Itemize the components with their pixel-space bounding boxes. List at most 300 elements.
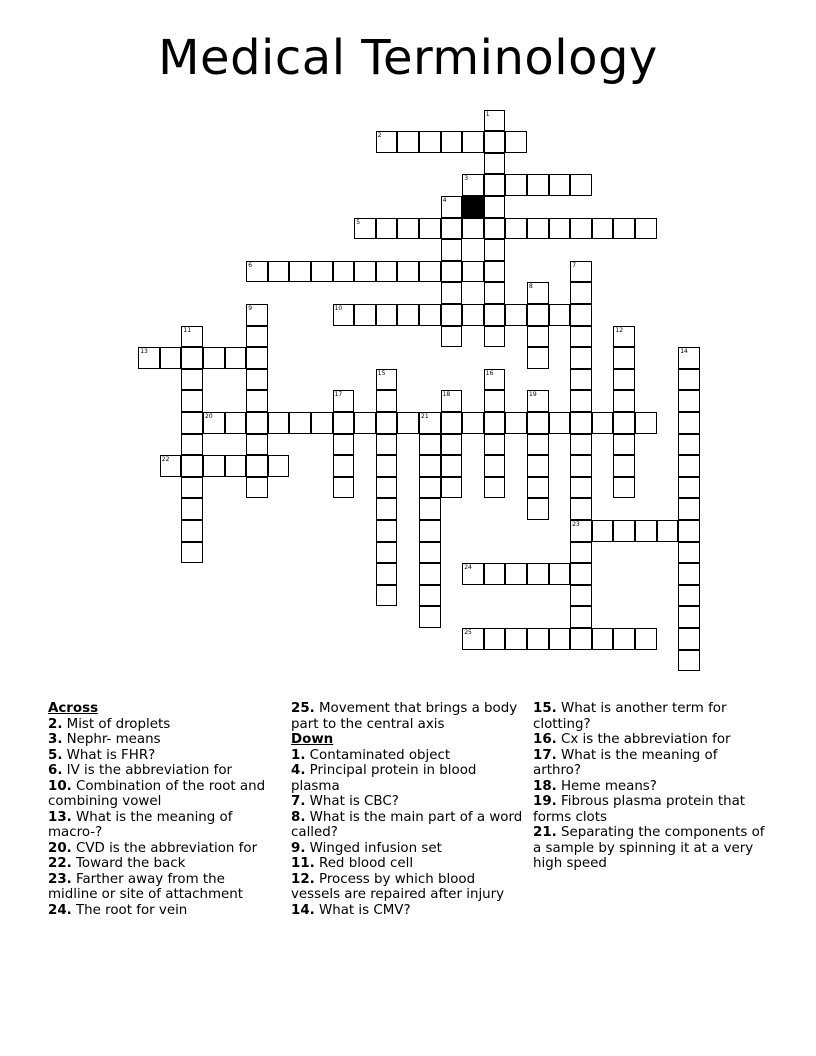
grid-cell[interactable] [570,628,592,650]
grid-cell[interactable] [203,412,225,434]
grid-cell[interactable] [333,304,355,326]
grid-cell[interactable] [397,131,419,153]
grid-cell[interactable] [678,520,700,542]
clue-text: Nephr- means [62,732,161,747]
grid-cell[interactable] [246,390,268,412]
grid-cell[interactable] [678,412,700,434]
grid-cell[interactable] [570,542,592,564]
clue-number: 24 [464,564,472,572]
grid-cell[interactable] [505,304,527,326]
grid-cell[interactable] [419,606,441,628]
clue-number-label: 23. [48,871,72,887]
grid-cell[interactable] [333,261,355,283]
grid-cell[interactable] [419,477,441,499]
grid-cell[interactable] [376,563,398,585]
grid-cell[interactable] [462,304,484,326]
grid-cell[interactable] [268,455,290,477]
clue-item [48,763,274,779]
clue-number: 23 [572,521,580,528]
clue-item [291,748,523,764]
grid-cell[interactable] [462,412,484,434]
clue-number: 4 [442,197,447,204]
grid-cell[interactable] [570,282,592,304]
grid-cell[interactable] [376,520,398,542]
clue-number-label: 5. [48,747,63,763]
grid-cell[interactable] [376,369,398,391]
grid-cell[interactable] [613,326,635,348]
grid-cell[interactable] [354,304,376,326]
clue-number-label: 25. [291,701,315,716]
grid-cell[interactable] [570,606,592,628]
grid-cell[interactable] [678,585,700,607]
clue-item [291,872,523,903]
grid-cell[interactable] [592,628,614,650]
grid-cell[interactable] [570,218,592,240]
grid-cell[interactable] [441,390,463,412]
clue-number-label: 9. [291,840,306,856]
grid-cell[interactable] [203,347,225,369]
grid-cell[interactable] [333,434,355,456]
clue-number-label: 12. [291,871,315,887]
page-title: Medical Terminology [158,30,658,86]
clue-number-label: 16. [533,732,557,747]
grid-cell[interactable] [570,326,592,348]
grid-cell[interactable] [289,412,311,434]
clue-number-label: 6. [48,763,63,778]
clue-number: 7 [572,261,577,269]
grid-cell[interactable] [311,412,333,434]
grid-cell[interactable] [635,218,657,240]
grid-cell[interactable] [376,412,398,434]
grid-cell[interactable] [527,455,549,477]
clue-text: Farther away from the midline or site of attachment [48,871,244,902]
clue-text: What is another term for clotting? [533,701,727,732]
clue-number: 1 [485,110,490,118]
grid-cell[interactable] [376,455,398,477]
grid-cell[interactable] [181,542,203,564]
grid-cell[interactable] [181,434,203,456]
grid-cell[interactable] [549,304,571,326]
grid-cell[interactable] [354,218,376,240]
clue-number-label: 20. [48,840,72,856]
clue-item [48,717,274,733]
grid-cell[interactable] [462,628,484,650]
grid-cell[interactable] [441,455,463,477]
grid-cell[interactable] [376,218,398,240]
clue-number-label: 17. [533,747,557,763]
grid-cell[interactable] [613,218,635,240]
clue-number-label: 22. [48,856,72,871]
grid-cell[interactable] [138,347,160,369]
grid-cell[interactable] [246,369,268,391]
clue-text: What is the meaning of macro-? [48,809,233,840]
grid-cell[interactable] [527,477,549,499]
grid-cell[interactable] [376,477,398,499]
clue-number-label: 15. [533,701,557,716]
grid-cell[interactable] [678,369,700,391]
grid-cell[interactable] [570,390,592,412]
grid-cell[interactable] [678,650,700,672]
clue-number: 25 [464,629,472,636]
grid-cell[interactable] [527,412,549,434]
clue-number-label: 1. [291,747,306,763]
clue-text: Winged infusion set [305,840,442,856]
grid-cell[interactable] [441,196,463,218]
grid-cell[interactable] [527,282,549,304]
grid-cell[interactable] [505,563,527,585]
clue-text: What is the meaning of arthro? [533,747,718,778]
grid-cell[interactable] [246,347,268,369]
clue-number-label: 13. [48,809,72,825]
clue-text: IV is the abbreviation for [62,763,233,778]
clues-column-2 [291,701,523,918]
grid-cell[interactable] [376,131,398,153]
clue-text: Toward the back [71,856,186,871]
grid-cell[interactable] [311,261,333,283]
clue-text: Movement that brings a body part to the central axis [291,701,518,732]
clue-number: 10 [334,305,343,312]
grid-cell[interactable] [441,326,463,348]
grid-cell[interactable] [246,477,268,499]
clue-text: What is FHR? [62,747,156,763]
grid-cell[interactable] [181,390,203,412]
grid-cell[interactable] [484,390,506,412]
grid-cell[interactable] [613,520,635,542]
grid-cell[interactable] [462,131,484,153]
grid-cell[interactable] [484,153,506,175]
grid-cell[interactable] [397,261,419,283]
grid-cell[interactable] [570,477,592,499]
clue-text: Combination of the root and combining vowel [48,778,266,809]
grid-cell[interactable] [441,218,463,240]
clue-number-label: 10. [48,778,72,794]
grid-cell[interactable] [354,261,376,283]
clue-item [291,841,523,857]
clue-number-label: 7. [291,794,306,809]
grid-cell[interactable] [419,498,441,520]
clue-item [533,748,769,779]
grid-cell[interactable] [484,131,506,153]
clue-item [291,701,523,732]
grid-cell[interactable] [613,390,635,412]
clue-number: 21 [421,413,429,420]
grid-cell[interactable] [678,542,700,564]
grid-cell[interactable] [181,455,203,477]
grid-cell[interactable] [678,606,700,628]
grid-cell[interactable] [160,347,182,369]
grid-cell[interactable] [505,131,527,153]
grid-cell[interactable] [376,585,398,607]
clue-text: Mist of droplets [62,716,171,732]
grid-cell[interactable] [613,412,635,434]
clue-number-label: 21. [533,825,557,840]
grid-cell[interactable] [549,563,571,585]
grid-cell[interactable] [678,628,700,650]
grid-cell[interactable] [484,455,506,477]
grid-cell[interactable] [527,174,549,196]
grid-cell[interactable] [635,628,657,650]
grid-cell[interactable] [246,261,268,283]
grid-cell[interactable] [570,455,592,477]
grid-cell[interactable] [570,369,592,391]
clues-column-3 [533,701,769,872]
grid-cell[interactable] [505,174,527,196]
grid-cell[interactable] [570,585,592,607]
grid-cell[interactable] [419,455,441,477]
clue-item [291,763,523,794]
grid-cell[interactable] [376,304,398,326]
grid-cell[interactable] [181,520,203,542]
grid-cell[interactable] [333,477,355,499]
grid-cell[interactable] [484,477,506,499]
grid-cell[interactable] [289,261,311,283]
grid-cell[interactable] [376,434,398,456]
clue-item [533,701,769,732]
clue-text: Cx is the abbreviation for [556,732,731,747]
grid-cell[interactable] [419,563,441,585]
grid-cell[interactable] [527,434,549,456]
grid-cell[interactable] [441,304,463,326]
grid-cell[interactable] [527,498,549,520]
clue-item [291,903,523,919]
grid-cell[interactable] [462,261,484,283]
grid-cell[interactable] [484,326,506,348]
grid-cell[interactable] [549,412,571,434]
clue-number: 16 [485,369,494,377]
grid-cell[interactable] [549,174,571,196]
clue-item [533,794,769,825]
grid-cell[interactable] [246,434,268,456]
clue-item [533,825,769,872]
grid-cell[interactable] [441,477,463,499]
grid-cell[interactable] [419,434,441,456]
grid-cell[interactable] [181,369,203,391]
grid-cell[interactable] [484,434,506,456]
clue-item [48,779,274,810]
grid-cell[interactable] [160,455,182,477]
grid-cell[interactable] [613,455,635,477]
clue-number: 13 [140,348,148,356]
grid-cell[interactable] [268,412,290,434]
grid-cell[interactable] [505,218,527,240]
grid-cell[interactable] [181,347,203,369]
clue-number-label: 4. [291,763,306,778]
grid-cell[interactable] [505,412,527,434]
grid-cell[interactable] [462,563,484,585]
grid-cell[interactable] [678,477,700,499]
grid-cell[interactable] [441,261,463,283]
clue-number: 20 [205,413,213,420]
grid-cell[interactable] [678,347,700,369]
grid-cell[interactable] [657,520,679,542]
grid-cell[interactable] [376,542,398,564]
clue-number: 9 [248,305,253,312]
grid-cell[interactable] [678,455,700,477]
clue-text: Principal protein in blood plasma [291,763,477,794]
grid-cell[interactable] [397,304,419,326]
clue-number: 8 [529,283,533,291]
grid-cell[interactable] [333,455,355,477]
grid-cell[interactable] [246,455,268,477]
clue-item [48,903,274,919]
grid-cell[interactable] [678,563,700,585]
clues-column-1 [48,701,274,918]
grid-cell[interactable] [570,563,592,585]
grid-cell[interactable] [527,390,549,412]
clue-number-label: 2. [48,716,63,732]
grid-cell[interactable] [376,390,398,412]
grid-cell[interactable] [268,261,290,283]
clue-item [48,856,274,872]
clue-text: Red blood cell [314,856,414,871]
grid-cell[interactable] [441,239,463,261]
grid-cell[interactable] [592,520,614,542]
grid-cell[interactable] [333,390,355,412]
clue-number: 5 [356,218,361,226]
grid-cell[interactable] [484,110,506,132]
grid-cell[interactable] [527,628,549,650]
clue-number: 2 [377,132,382,140]
grid-cell[interactable] [225,347,247,369]
grid-cell[interactable] [441,282,463,304]
grid-cell[interactable] [246,326,268,348]
grid-cell[interactable] [225,455,247,477]
grid-cell[interactable] [246,304,268,326]
grid-cell[interactable] [678,390,700,412]
clue-number-label: 11. [291,856,315,871]
clue-text: What is CMV? [314,902,411,918]
grid-cell[interactable] [549,218,571,240]
clue-item [533,779,769,795]
grid-cell[interactable] [246,412,268,434]
grid-cell[interactable] [419,542,441,564]
grid-cell[interactable] [225,412,247,434]
clue-item [48,732,274,748]
grid-cell[interactable] [549,628,571,650]
clue-text: Contaminated object [305,747,451,763]
clue-text: Heme means? [556,778,657,794]
grid-cell[interactable] [484,261,506,283]
grid-cell[interactable] [527,326,549,348]
grid-cell[interactable] [484,304,506,326]
grid-cell[interactable] [527,563,549,585]
grid-cell[interactable] [441,412,463,434]
grid-cell[interactable] [484,239,506,261]
grid-cell[interactable] [203,455,225,477]
clues-section [0,701,816,1001]
grid-cell[interactable] [484,628,506,650]
grid-cell[interactable] [354,412,376,434]
grid-cell[interactable] [484,218,506,240]
clue-text: Process by which blood vessels are repaired after injury [291,871,505,902]
grid-cell[interactable] [484,282,506,304]
grid-cell[interactable] [333,412,355,434]
clue-number: 3 [464,175,469,183]
grid-cell[interactable] [592,412,614,434]
grid-cell[interactable] [181,477,203,499]
grid-cell[interactable] [419,131,441,153]
grid-cell[interactable] [635,520,657,542]
clue-item [48,841,274,857]
grid-cell[interactable] [613,369,635,391]
grid-cell[interactable] [484,196,506,218]
clue-text: The root for vein [71,902,188,918]
grid-cell[interactable] [678,498,700,520]
across-heading: Across [48,701,99,716]
grid-cell[interactable] [570,174,592,196]
grid-cell[interactable] [570,498,592,520]
grid-cell[interactable] [419,520,441,542]
grid-cell[interactable] [419,304,441,326]
clue-item [48,872,274,903]
grid-cell[interactable] [484,563,506,585]
grid-cell[interactable] [592,218,614,240]
clue-item [291,856,523,872]
grid-cell[interactable] [570,412,592,434]
grid-cell[interactable] [397,412,419,434]
grid-cell[interactable] [376,261,398,283]
grid-cell[interactable] [181,498,203,520]
clue-text: CVD is the abbreviation for [71,840,258,856]
clue-number: 14 [680,348,688,356]
clue-number: 6 [248,261,253,269]
clue-number-label: 14. [291,902,315,918]
grid-cell[interactable] [484,412,506,434]
grid-cell[interactable] [527,347,549,369]
grid-cell[interactable] [419,412,441,434]
grid-cell[interactable] [441,131,463,153]
grid-cell[interactable] [397,218,419,240]
grid-cell[interactable] [570,434,592,456]
grid-cell[interactable] [570,520,592,542]
grid-cell[interactable] [613,347,635,369]
grid-cell[interactable] [613,628,635,650]
grid-cell[interactable] [462,174,484,196]
grid-cell[interactable] [613,434,635,456]
grid-cell[interactable] [419,218,441,240]
clue-number-label: 19. [533,794,557,809]
clue-text: What is CBC? [305,794,399,809]
grid-cell[interactable] [505,628,527,650]
clue-number-label: 3. [48,732,63,747]
clue-number: 11 [183,326,192,334]
grid-cell[interactable] [419,261,441,283]
grid-cell[interactable] [570,347,592,369]
clue-number: 15 [377,369,386,377]
grid-cell[interactable] [441,434,463,456]
grid-cell[interactable] [419,585,441,607]
grid-cell[interactable] [181,326,203,348]
grid-cell[interactable] [570,304,592,326]
grid-cell[interactable] [635,412,657,434]
grid-cell[interactable] [678,434,700,456]
clue-item [291,794,523,810]
clue-number-label: 18. [533,778,557,794]
grid-cell[interactable] [613,477,635,499]
clue-text: Separating the components of a sample by spinning it at a very high speed [533,825,765,871]
clue-number: 12 [615,326,624,334]
clue-number-label: 8. [291,809,306,825]
black-cell [462,196,484,218]
grid-cell[interactable] [181,412,203,434]
grid-cell[interactable] [376,498,398,520]
grid-cell[interactable] [527,304,549,326]
grid-cell[interactable] [484,369,506,391]
grid-cell[interactable] [527,218,549,240]
grid-cell[interactable] [484,174,506,196]
grid-cell[interactable] [462,218,484,240]
grid-cell[interactable] [570,261,592,283]
